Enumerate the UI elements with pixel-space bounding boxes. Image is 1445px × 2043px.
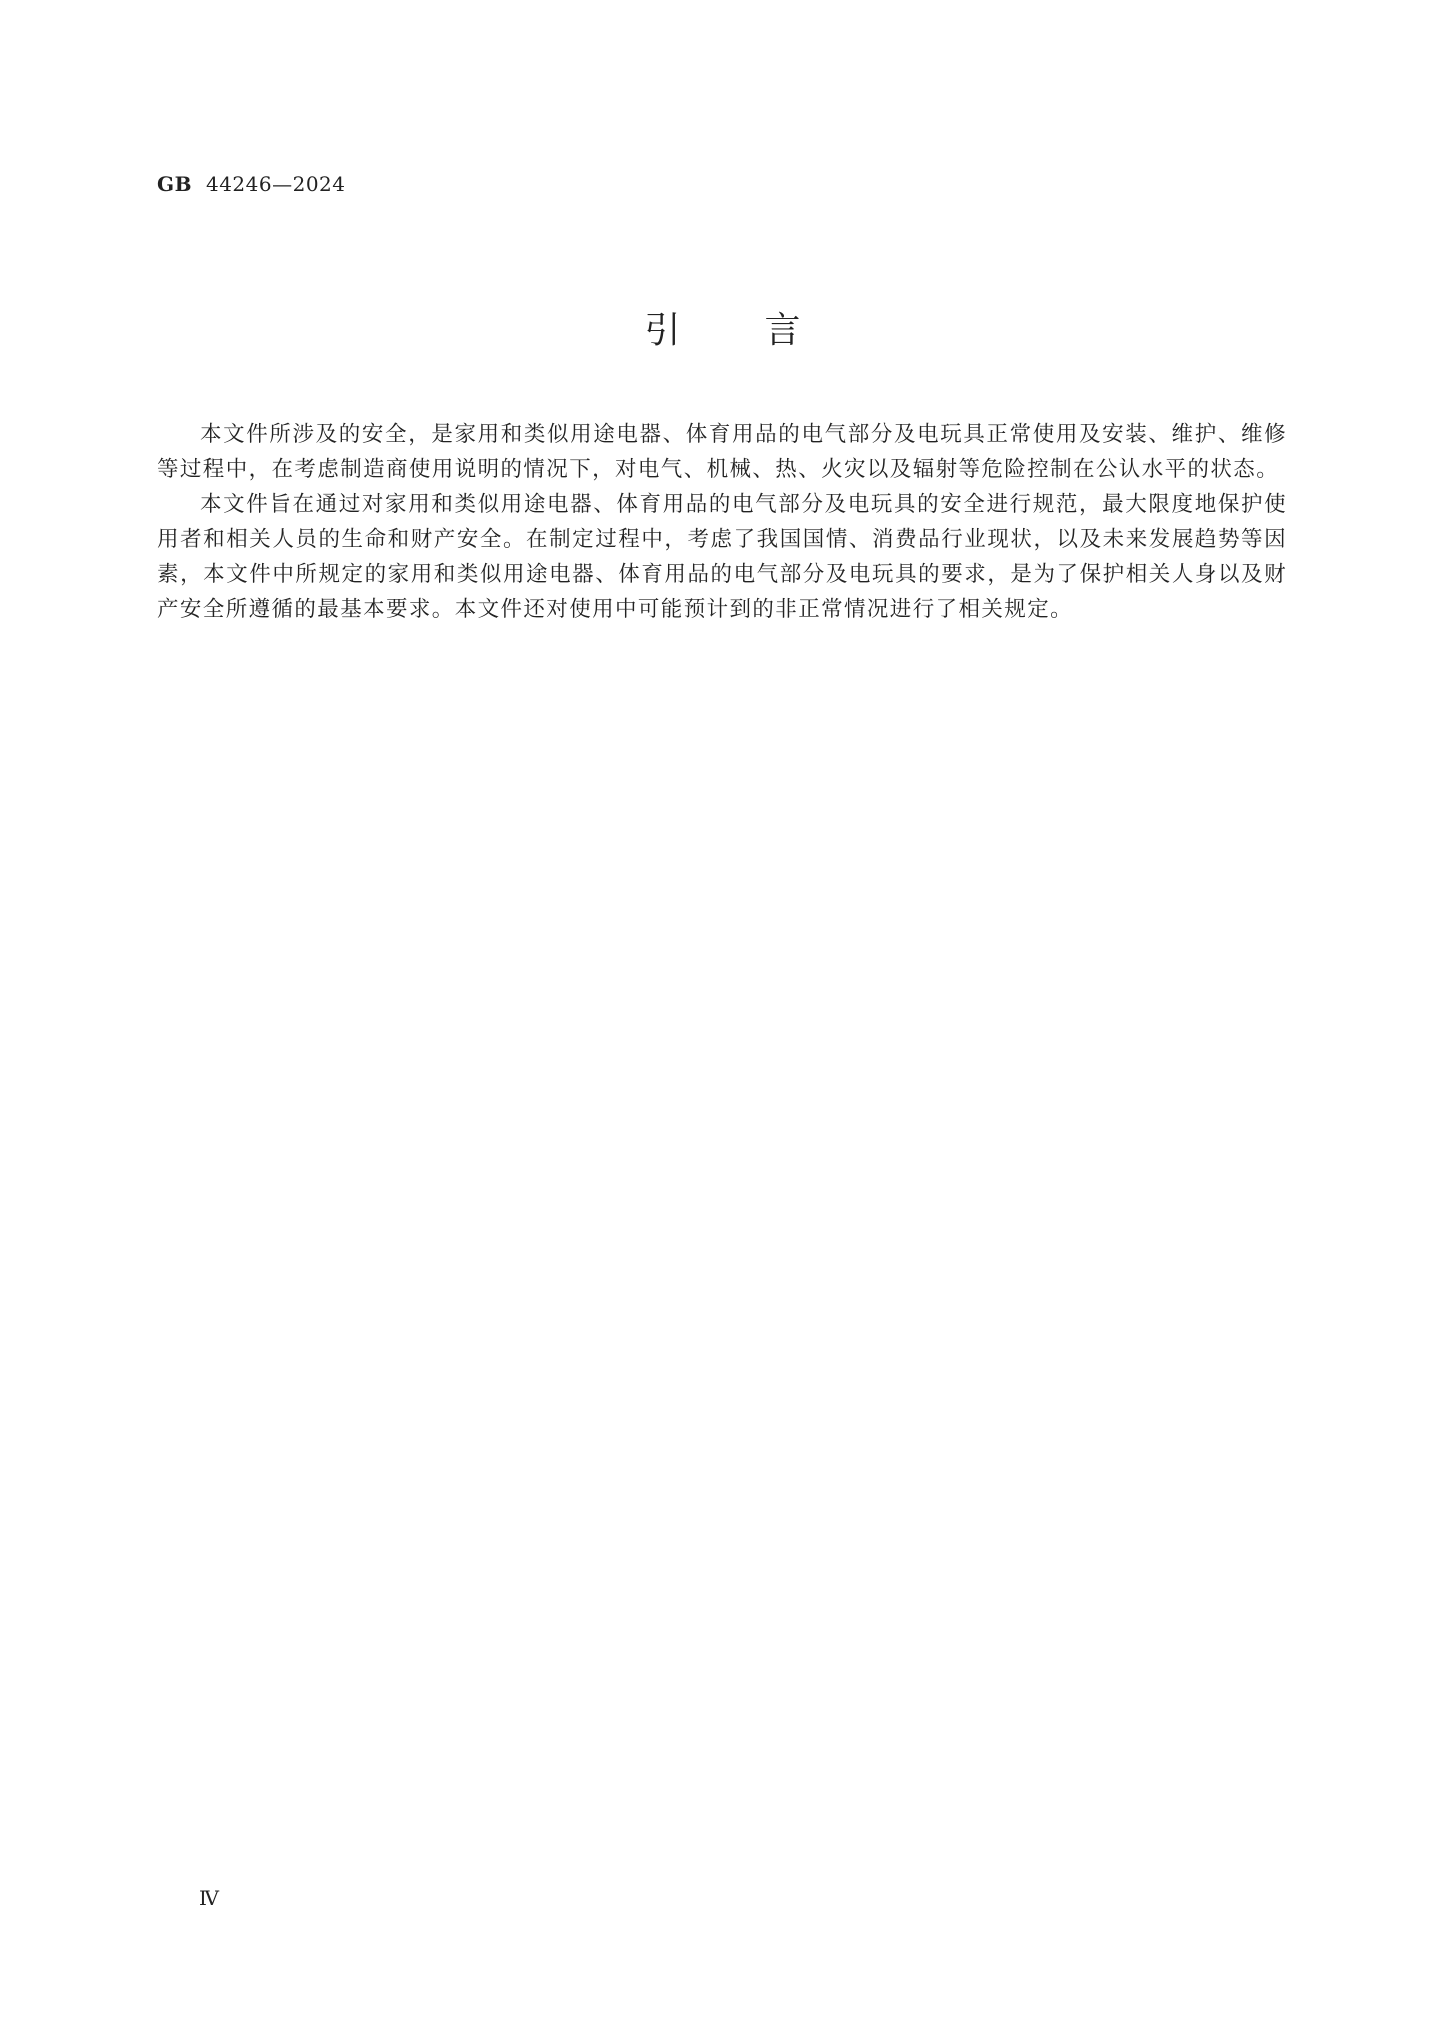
introduction-body xyxy=(157,417,1287,627)
paragraph: 本文件旨在通过对家用和类似用途电器、体育用品的电气部分及电玩具的安全进行规范，最大限度地保护使用者和相关人员的生命和财产安全。在制定过程中，考虑了我国国情、消费品行业现状，以及未来发展趋势等因素，本文件中所规定的家用和类似用途电器、体育用品的电气部分及电玩具的要求，是为了保护相关人身以及财产安全所遵循的最基本要求。本文件还对使用中可能预计到的非正常情况进行了相关规定。 xyxy=(157,492,1287,622)
standard-number: 44246—2024 xyxy=(205,172,346,196)
standard-code-header xyxy=(157,172,346,196)
standard-prefix: GB xyxy=(157,172,192,196)
paragraph: 本文件所涉及的安全，是家用和类似用途电器、体育用品的电气部分及电玩具正常使用及安装、维护、维修等过程中，在考虑制造商使用说明的情况下，对电气、机械、热、火灾以及辐射等危险控制在公认水平的状态。 xyxy=(157,422,1287,482)
page-title: 引言 xyxy=(644,310,885,351)
page-number: Ⅳ xyxy=(199,1886,219,1910)
